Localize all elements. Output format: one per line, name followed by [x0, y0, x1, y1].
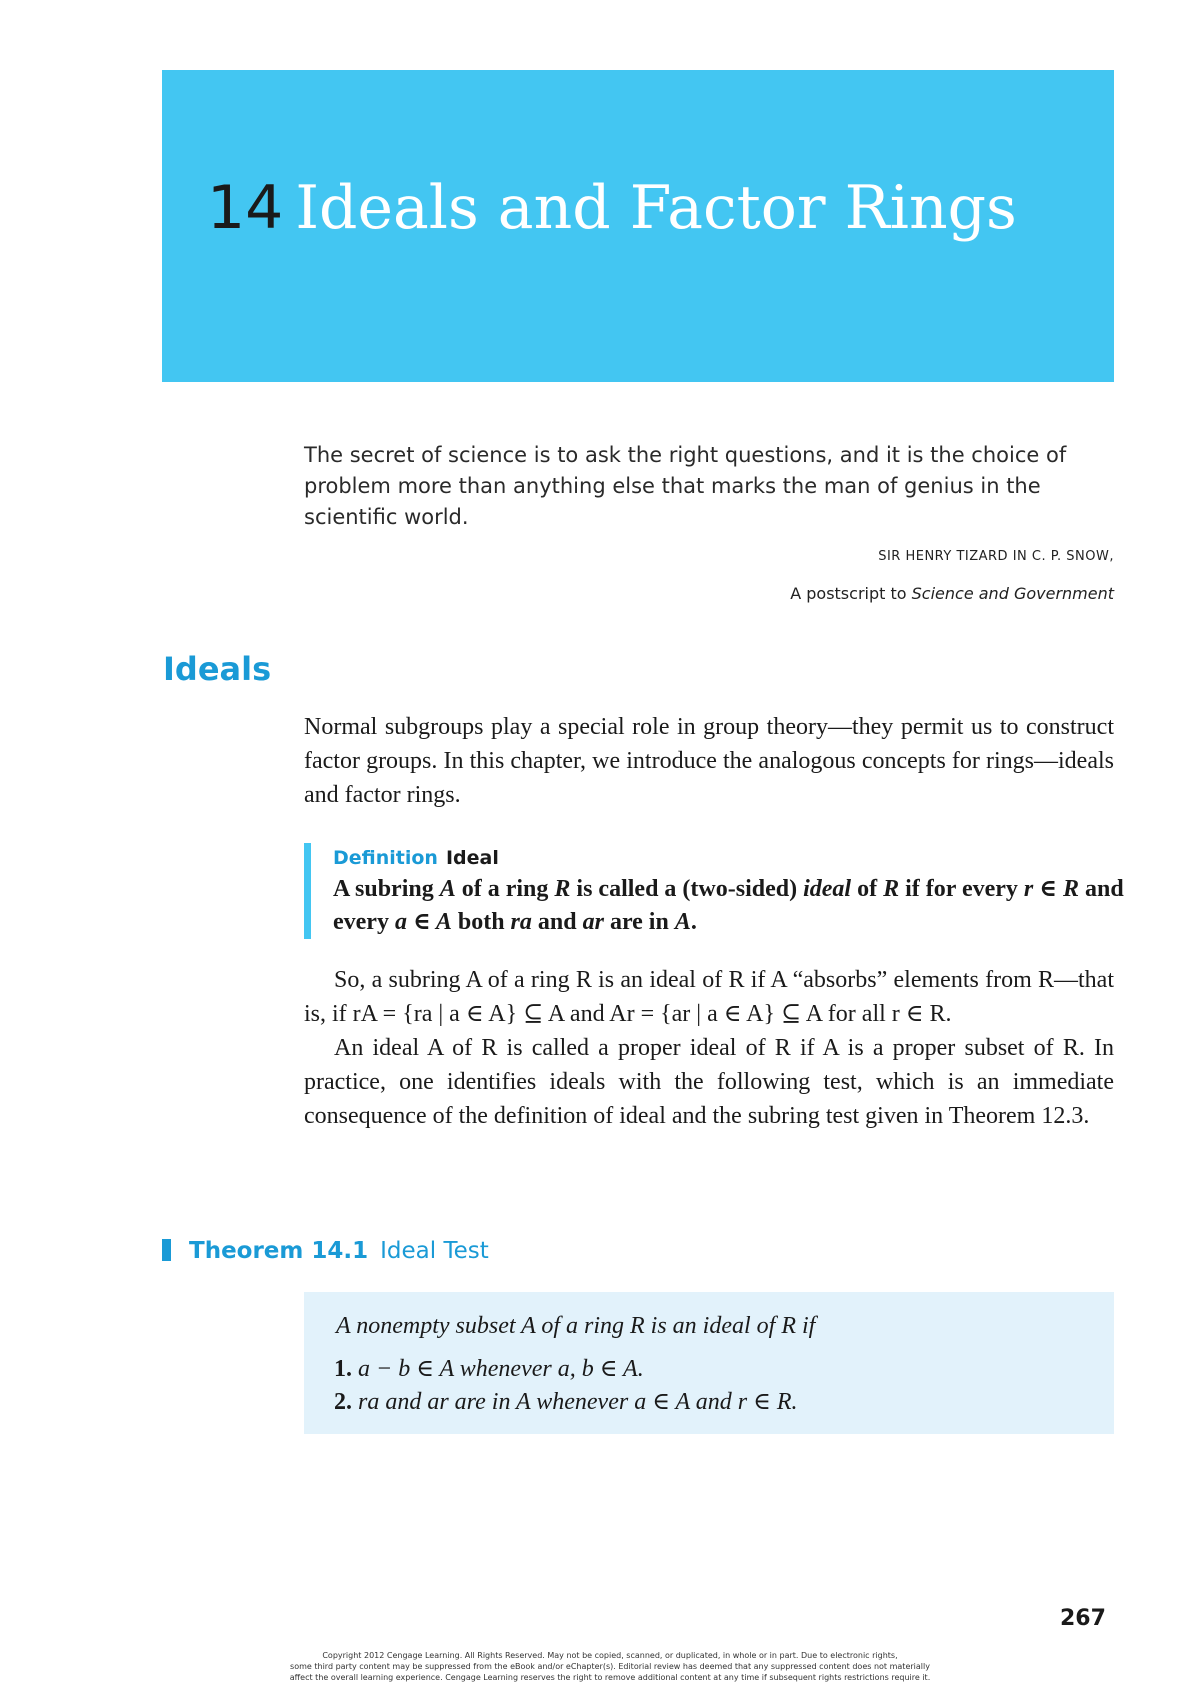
def-part: both	[451, 909, 511, 935]
def-part: is called a (two-sided)	[570, 876, 804, 902]
def-part: of	[851, 876, 884, 902]
def-part: and every	[333, 876, 1124, 935]
definition-header	[333, 843, 1143, 873]
def-part: and	[531, 909, 583, 935]
theorem-condition: 2. ra and ar are in A whenever a ∈ A and r ∈ R.	[358, 1386, 1084, 1419]
def-part: r ∈ R	[1023, 876, 1080, 902]
def-part: A	[674, 909, 691, 935]
footer-line: Copyright 2012 Cengage Learning. All Rights Reserved. May not be copied, scanned, or duplicated, in whole or in part. Due to electronic rights,	[322, 1651, 898, 1660]
epigraph-quote: The secret of science is to ask the right questions, and it is the choice of problem more than anything else that marks the man of genius in the scientific world.	[304, 443, 1067, 529]
theorem-box	[304, 1292, 1114, 1434]
epigraph-source-title: Science and Government	[911, 584, 1114, 603]
chapter-banner	[162, 70, 1114, 382]
def-part: a ∈ A	[394, 909, 452, 935]
definition-label: Definition	[333, 847, 438, 869]
page-number: 267	[1060, 1606, 1106, 1631]
epigraph-source-prefix: A postscript to	[790, 584, 907, 603]
theorem-name: Ideal Test	[380, 1238, 489, 1264]
definition-block	[304, 843, 1143, 939]
epigraph	[304, 440, 1114, 609]
def-part: A	[439, 876, 456, 902]
chapter-title	[207, 173, 1017, 243]
definition-term: Ideal	[445, 847, 499, 869]
def-part: are in	[603, 909, 675, 935]
def-part: ar	[582, 909, 604, 935]
section-heading: Ideals	[163, 650, 272, 688]
def-part: ra	[510, 909, 532, 935]
theorem-condition: 1. a − b ∈ A whenever a, b ∈ A.	[358, 1353, 1084, 1386]
theorem-conditions	[336, 1353, 1084, 1419]
body-paragraphs	[304, 963, 1114, 1133]
body-paragraph-absorbs: So, a subring A of a ring R is an ideal of R if A “absorbs” elements from R—that is, if rA = {ra | a ∈ A} ⊆ A and Ar = {ar | a ∈ A} ⊆ A for all r ∈ R.	[304, 967, 1114, 1027]
def-part: if for every	[899, 876, 1024, 902]
footer-line: affect the overall learning experience. Cengage Learning reserves the right to remove additional content at any time if subsequent rights restrictions require it.	[289, 1673, 931, 1682]
copyright-footer	[250, 1650, 970, 1683]
epigraph-attribution: SIR HENRY TIZARD IN C. P. SNOW,	[878, 549, 1114, 564]
footer-line: some third party content may be suppressed from the eBook and/or eChapter(s). Editorial review has deemed that any suppressed content does not materially	[290, 1662, 930, 1671]
intro-paragraph: Normal subgroups play a special role in group theory—they permit us to construct factor groups. In this chapter, we introduce the analogous concepts for rings—ideals and factor rings.	[304, 714, 1114, 808]
def-part: .	[690, 909, 697, 935]
def-part: of a ring	[455, 876, 555, 902]
def-part: A subring	[333, 876, 440, 902]
chapter-name: Ideals and Factor Rings	[295, 173, 1017, 243]
body-paragraph-proper-ideal: An ideal A of R is called a proper ideal of R if A is a proper subset of R. In practice, one identifies ideals with the following test, which is an immediate consequence of the definition of ideal and the subring test given in Theorem 12.3.	[304, 1035, 1114, 1129]
theorem-header	[162, 1238, 489, 1264]
def-part: ideal	[803, 876, 852, 902]
theorem-marker	[162, 1239, 171, 1261]
intro-paragraph-block	[304, 710, 1114, 812]
def-part: R	[554, 876, 571, 902]
def-part: R	[883, 876, 900, 902]
theorem-statement: A nonempty subset A of a ring R is an ideal of R if	[336, 1313, 816, 1339]
definition-text	[333, 873, 1143, 939]
theorem-label: Theorem 14.1	[189, 1238, 369, 1264]
epigraph-source	[304, 578, 1114, 609]
chapter-number: 14	[207, 173, 284, 243]
